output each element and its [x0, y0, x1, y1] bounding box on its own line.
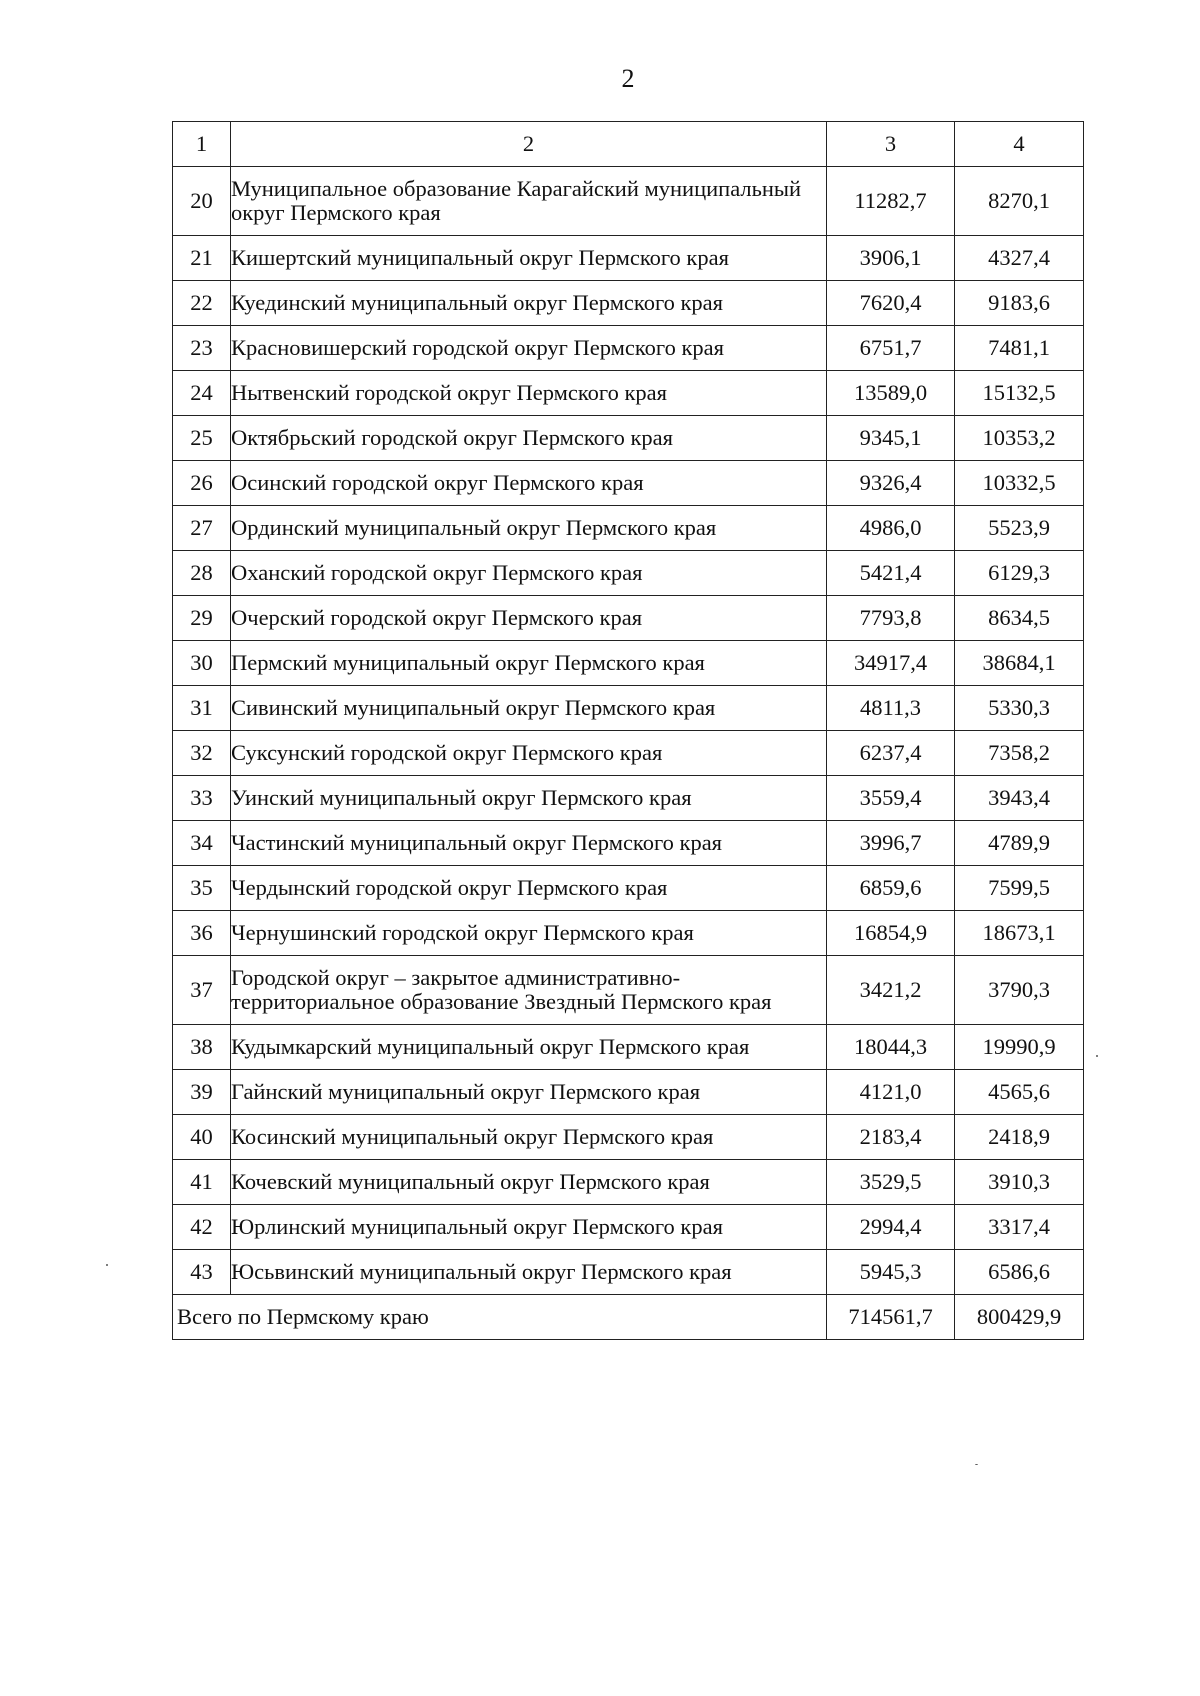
value-col-4: 4327,4 [955, 236, 1084, 281]
value-col-4: 19990,9 [955, 1025, 1084, 1070]
value-col-4: 3943,4 [955, 776, 1084, 821]
value-col-3: 3996,7 [827, 821, 955, 866]
row-number: 33 [173, 776, 231, 821]
value-col-3: 4121,0 [827, 1070, 955, 1115]
row-number: 36 [173, 911, 231, 956]
municipality-name: Гайнский муниципальный округ Пермского края [231, 1070, 827, 1115]
value-col-4: 4789,9 [955, 821, 1084, 866]
value-col-3: 3906,1 [827, 236, 955, 281]
table-row [173, 416, 1084, 461]
value-col-4: 2418,9 [955, 1115, 1084, 1160]
table-footer [173, 1295, 1084, 1340]
value-col-4: 8270,1 [955, 167, 1084, 236]
value-col-3: 13589,0 [827, 371, 955, 416]
municipality-name: Сивинский муниципальный округ Пермского края [231, 686, 827, 731]
value-col-4: 10332,5 [955, 461, 1084, 506]
table-row [173, 821, 1084, 866]
table-row [173, 1115, 1084, 1160]
table-row [173, 1250, 1084, 1295]
municipality-name: Юрлинский муниципальный округ Пермского края [231, 1205, 827, 1250]
table-row [173, 167, 1084, 236]
table-body [173, 167, 1084, 1295]
value-col-3: 7620,4 [827, 281, 955, 326]
value-col-3: 6859,6 [827, 866, 955, 911]
municipality-name: Кишертский муниципальный округ Пермского края [231, 236, 827, 281]
value-col-3: 4811,3 [827, 686, 955, 731]
table-row [173, 371, 1084, 416]
municipality-name: Муниципальное образование Карагайский муниципальный округ Пермского края [231, 167, 827, 236]
municipality-name: Уинский муниципальный округ Пермского края [231, 776, 827, 821]
value-col-4: 6129,3 [955, 551, 1084, 596]
row-number: 27 [173, 506, 231, 551]
table-row [173, 236, 1084, 281]
row-number: 26 [173, 461, 231, 506]
municipality-name: Осинский городской округ Пермского края [231, 461, 827, 506]
value-col-3: 16854,9 [827, 911, 955, 956]
value-col-3: 2994,4 [827, 1205, 955, 1250]
municipality-name: Суксунский городской округ Пермского края [231, 731, 827, 776]
value-col-4: 3790,3 [955, 956, 1084, 1025]
row-number: 22 [173, 281, 231, 326]
row-number: 39 [173, 1070, 231, 1115]
municipality-name: Косинский муниципальный округ Пермского края [231, 1115, 827, 1160]
municipality-name: Красновишерский городской округ Пермского края [231, 326, 827, 371]
table-row [173, 866, 1084, 911]
value-col-4: 8634,5 [955, 596, 1084, 641]
value-col-4: 7358,2 [955, 731, 1084, 776]
value-col-4: 7599,5 [955, 866, 1084, 911]
value-col-3: 6237,4 [827, 731, 955, 776]
table-row [173, 1070, 1084, 1115]
municipality-name: Чердынский городской округ Пермского края [231, 866, 827, 911]
municipality-name: Частинский муниципальный округ Пермского края [231, 821, 827, 866]
row-number: 25 [173, 416, 231, 461]
allocation-table [172, 121, 1084, 1340]
value-col-4: 15132,5 [955, 371, 1084, 416]
value-col-3: 5421,4 [827, 551, 955, 596]
scan-speck [1096, 1055, 1098, 1057]
value-col-3: 7793,8 [827, 596, 955, 641]
table-row [173, 551, 1084, 596]
row-number: 20 [173, 167, 231, 236]
value-col-3: 4986,0 [827, 506, 955, 551]
municipality-name: Ординский муниципальный округ Пермского края [231, 506, 827, 551]
header-col-1: 1 [173, 122, 231, 167]
value-col-4: 7481,1 [955, 326, 1084, 371]
value-col-4: 6586,6 [955, 1250, 1084, 1295]
municipality-name: Нытвенский городской округ Пермского края [231, 371, 827, 416]
value-col-4: 5330,3 [955, 686, 1084, 731]
table-row [173, 326, 1084, 371]
value-col-4: 38684,1 [955, 641, 1084, 686]
total-label: Всего по Пермскому краю [173, 1295, 827, 1340]
value-col-3: 3529,5 [827, 1160, 955, 1205]
value-col-3: 11282,7 [827, 167, 955, 236]
municipality-name: Оханский городской округ Пермского края [231, 551, 827, 596]
value-col-3: 34917,4 [827, 641, 955, 686]
header-row [173, 122, 1084, 167]
municipality-name: Юсьвинский муниципальный округ Пермского края [231, 1250, 827, 1295]
municipality-name: Кудымкарский муниципальный округ Пермского края [231, 1025, 827, 1070]
row-number: 29 [173, 596, 231, 641]
value-col-4: 4565,6 [955, 1070, 1084, 1115]
header-col-3: 3 [827, 122, 955, 167]
municipality-name: Пермский муниципальный округ Пермского края [231, 641, 827, 686]
value-col-3: 2183,4 [827, 1115, 955, 1160]
municipality-name: Куединский муниципальный округ Пермского края [231, 281, 827, 326]
row-number: 41 [173, 1160, 231, 1205]
municipality-name: Октябрьский городской округ Пермского края [231, 416, 827, 461]
value-col-4: 3317,4 [955, 1205, 1084, 1250]
value-col-4: 10353,2 [955, 416, 1084, 461]
municipality-name: Городской округ – закрытое административно-территориальное образование Звездный Пермского края [231, 956, 827, 1025]
row-number: 35 [173, 866, 231, 911]
table-row [173, 641, 1084, 686]
row-number: 37 [173, 956, 231, 1025]
value-col-4: 5523,9 [955, 506, 1084, 551]
table-row [173, 1205, 1084, 1250]
total-row [173, 1295, 1084, 1340]
table-header [173, 122, 1084, 167]
value-col-3: 3421,2 [827, 956, 955, 1025]
row-number: 31 [173, 686, 231, 731]
value-col-3: 5945,3 [827, 1250, 955, 1295]
value-col-4: 18673,1 [955, 911, 1084, 956]
table-row [173, 776, 1084, 821]
value-col-4: 3910,3 [955, 1160, 1084, 1205]
municipality-name: Чернушинский городской округ Пермского края [231, 911, 827, 956]
table-row [173, 686, 1084, 731]
row-number: 21 [173, 236, 231, 281]
scan-speck [106, 1264, 108, 1266]
row-number: 23 [173, 326, 231, 371]
municipality-name: Очерский городской округ Пермского края [231, 596, 827, 641]
value-col-3: 18044,3 [827, 1025, 955, 1070]
table-row [173, 956, 1084, 1025]
row-number: 30 [173, 641, 231, 686]
allocation-table-container [172, 121, 1083, 1340]
row-number: 24 [173, 371, 231, 416]
header-col-4: 4 [955, 122, 1084, 167]
row-number: 34 [173, 821, 231, 866]
total-value-col-4: 800429,9 [955, 1295, 1084, 1340]
table-row [173, 281, 1084, 326]
value-col-3: 3559,4 [827, 776, 955, 821]
value-col-4: 9183,6 [955, 281, 1084, 326]
value-col-3: 6751,7 [827, 326, 955, 371]
value-col-3: 9345,1 [827, 416, 955, 461]
table-row [173, 911, 1084, 956]
table-row [173, 461, 1084, 506]
total-value-col-3: 714561,7 [827, 1295, 955, 1340]
table-row [173, 731, 1084, 776]
row-number: 43 [173, 1250, 231, 1295]
table-row [173, 1025, 1084, 1070]
municipality-name: Кочевский муниципальный округ Пермского края [231, 1160, 827, 1205]
row-number: 32 [173, 731, 231, 776]
scan-speck [975, 1464, 978, 1465]
page-number: 2 [621, 64, 635, 93]
header-col-2: 2 [231, 122, 827, 167]
table-row [173, 506, 1084, 551]
row-number: 42 [173, 1205, 231, 1250]
row-number: 38 [173, 1025, 231, 1070]
table-row [173, 1160, 1084, 1205]
row-number: 40 [173, 1115, 231, 1160]
table-row [173, 596, 1084, 641]
row-number: 28 [173, 551, 231, 596]
value-col-3: 9326,4 [827, 461, 955, 506]
